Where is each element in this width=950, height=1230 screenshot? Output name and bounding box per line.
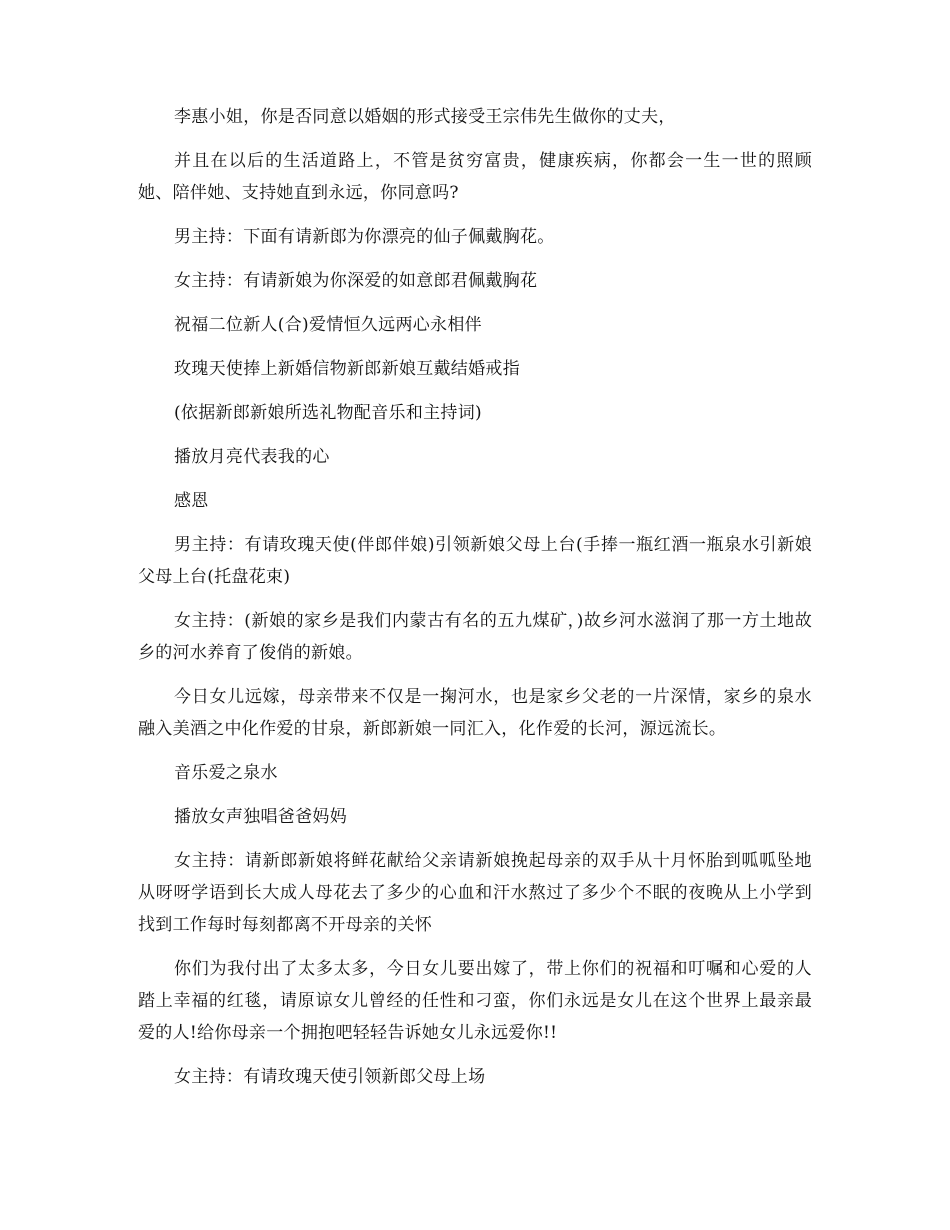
paragraph-17: 女主持：有请玫瑰天使引领新郎父母上场 — [174, 1067, 486, 1087]
paragraph-15: 女主持：请新郎新娘将鲜花献给父亲请新娘挽起母亲的双手从十月怀胎到呱呱坠地从呀呀学语到长大成人母花去了多少的心血和汗水熬过了多少个不眠的夜晚从上小学到找到工作每时每刻都离不开母亲的关怀 — [138, 851, 812, 935]
paragraph-2: 并且在以后的生活道路上，不管是贫穷富贵，健康疾病，你都会一生一世的照顾她、陪伴她、支持她直到永远，你同意吗? — [138, 151, 812, 203]
document-body — [138, 101, 812, 1105]
paragraph-9: 感恩 — [174, 491, 209, 511]
paragraph-16: 你们为我付出了太多太多，今日女儿要出嫁了，带上你们的祝福和叮嘱和心爱的人踏上幸福的红毯，请原谅女儿曾经的任性和刁蛮，你们永远是女儿在这个世界上最亲最爱的人!给你母亲一个拥抱吧轻轻告诉她女儿永远爱你!! — [138, 959, 812, 1043]
paragraph-13: 音乐爱之泉水 — [174, 763, 278, 783]
paragraph-11: 女主持：(新娘的家乡是我们内蒙古有名的五九煤矿，)故乡河水滋润了那一方土地故乡的河水养育了俊俏的新娘。 — [138, 611, 812, 663]
paragraph-12: 今日女儿远嫁，母亲带来不仅是一掬河水，也是家乡父老的一片深情，家乡的泉水融入美酒之中化作爱的甘泉，新郎新娘一同汇入，化作爱的长河，源远流长。 — [138, 687, 812, 739]
paragraph-6: 玫瑰天使捧上新婚信物新郎新娘互戴结婚戒指 — [174, 359, 520, 379]
paragraph-14: 播放女声独唱爸爸妈妈 — [174, 807, 347, 827]
paragraph-10: 男主持：有请玫瑰天使(伴郎伴娘)引领新娘父母上台(手捧一瓶红酒一瓶泉水引新娘父母上台(托盘花束) — [138, 535, 812, 587]
paragraph-4: 女主持：有请新娘为你深爱的如意郎君佩戴胸花 — [174, 271, 538, 291]
paragraph-1: 李惠小姐，你是否同意以婚姻的形式接受王宗伟先生做你的丈夫， — [174, 107, 676, 127]
paragraph-5: 祝福二位新人(合)爱情恒久远两心永相伴 — [174, 315, 482, 335]
paragraph-8: 播放月亮代表我的心 — [174, 447, 330, 467]
paragraph-3: 男主持：下面有请新郎为你漂亮的仙子佩戴胸花。 — [174, 227, 555, 247]
paragraph-7: (依据新郎新娘所选礼物配音乐和主持词) — [174, 403, 482, 423]
